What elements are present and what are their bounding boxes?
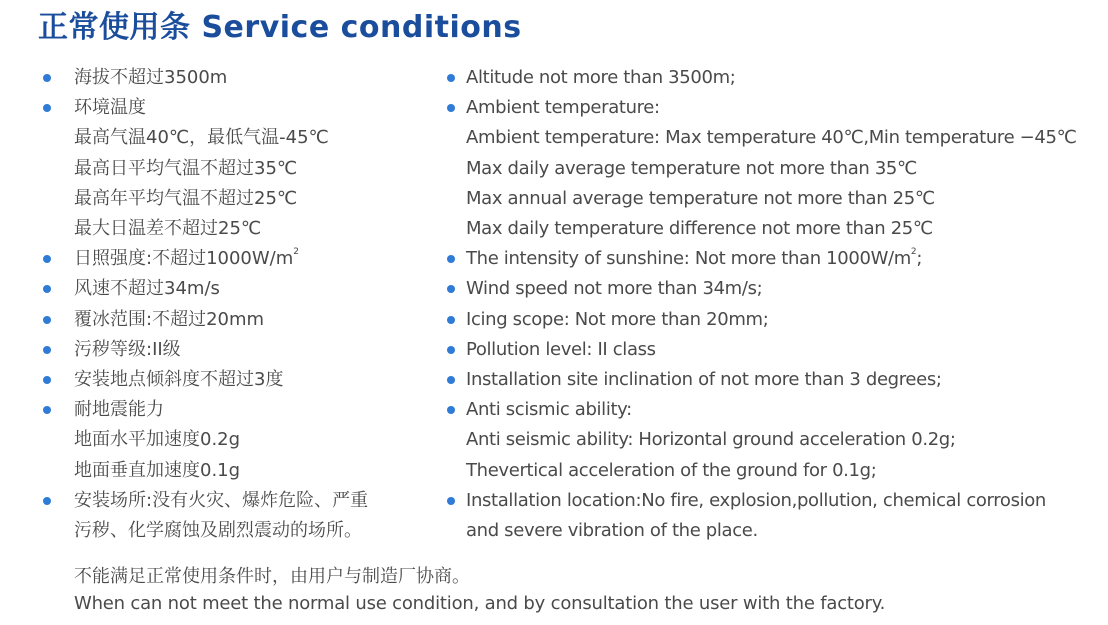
ambient-line-en: Ambient temperature: Max temperature 40℃,Min temperature −45℃ bbox=[466, 127, 1077, 149]
footer-note-en: When can not meet the normal use condition, and by consultation the user with the factory. bbox=[74, 593, 886, 614]
ambient-heading-en: Ambient temperature: bbox=[466, 97, 660, 119]
list-item-altitude-zh bbox=[42, 63, 432, 93]
list-item-seismic-zh bbox=[42, 395, 432, 486]
wind-text-zh: 风速不超过34m/s bbox=[74, 278, 220, 300]
bullet-icon bbox=[43, 406, 51, 414]
bullet-icon bbox=[43, 376, 51, 384]
bullet-icon bbox=[43, 346, 51, 354]
list-item-altitude-en bbox=[446, 63, 1096, 93]
bullet-icon bbox=[447, 316, 455, 324]
list-item-icing-zh bbox=[42, 305, 432, 335]
chinese-conditions-list bbox=[42, 63, 432, 546]
location-line-zh: 污秽、化学腐蚀及剧烈震动的场所。 bbox=[74, 520, 362, 542]
footer-note bbox=[74, 563, 885, 617]
ambient-line-zh: 最高年平均气温不超过25℃ bbox=[74, 187, 298, 209]
inclination-text-en: Installation site inclination of not more than 3 degrees; bbox=[466, 369, 942, 391]
sunshine-superscript-zh: 2 bbox=[293, 247, 300, 258]
ambient-line-zh: 最高气温40℃，最低气温-45℃ bbox=[74, 127, 329, 149]
pollution-text-en: Pollution level: II class bbox=[466, 338, 656, 360]
icing-text-zh: 覆冰范围:不超过20mm bbox=[74, 308, 265, 330]
icing-text-en: Icing scope: Not more than 20mm; bbox=[466, 308, 769, 330]
list-item-pollution-zh bbox=[42, 335, 432, 365]
list-item-pollution-en bbox=[446, 335, 1096, 365]
list-item-inclination-en bbox=[446, 365, 1096, 395]
bullet-icon bbox=[447, 497, 455, 505]
ambient-line-en: Max daily temperature difference not more than 25℃ bbox=[466, 218, 933, 240]
location-line-zh: 安装场所:没有火灾、爆炸危险、严重 bbox=[74, 489, 369, 511]
footer-note-zh: 不能满足正常使用条件时，由用户与制造厂协商。 bbox=[74, 566, 470, 587]
seismic-line-zh: 地面水平加速度0.2g bbox=[74, 429, 241, 451]
bullet-icon bbox=[43, 104, 51, 112]
list-item-sunshine-en bbox=[446, 244, 1096, 274]
ambient-line-zh: 最大日温差不超过25℃ bbox=[74, 218, 262, 240]
sunshine-text-zh: 日照强度:不超过1000W/m bbox=[74, 248, 294, 270]
bullet-icon bbox=[447, 376, 455, 384]
sunshine-text-en: The intensity of sunshine: Not more than 1000W/m bbox=[466, 248, 911, 270]
seismic-line-en: Anti seismic ability: Horizontal ground acceleration 0.2g; bbox=[466, 429, 956, 451]
ambient-line-en: Max annual average temperature not more than 25℃ bbox=[466, 187, 935, 209]
bullet-icon bbox=[43, 285, 51, 293]
bullet-icon bbox=[447, 406, 455, 414]
bullet-icon bbox=[43, 497, 51, 505]
bullet-icon bbox=[43, 74, 51, 82]
list-item-ambient-en bbox=[446, 93, 1096, 244]
list-item-sunshine-zh bbox=[42, 244, 432, 274]
bullet-icon bbox=[43, 255, 51, 263]
sunshine-superscript-en: 2 bbox=[910, 247, 917, 258]
bullet-icon bbox=[447, 285, 455, 293]
pollution-text-zh: 污秽等级:II级 bbox=[74, 338, 181, 360]
bullet-icon bbox=[447, 346, 455, 354]
bullet-icon bbox=[447, 104, 455, 112]
bullet-icon bbox=[447, 74, 455, 82]
ambient-heading-zh: 环境温度 bbox=[74, 97, 146, 119]
location-line-en: and severe vibration of the place. bbox=[466, 520, 758, 542]
inclination-text-zh: 安装地点倾斜度不超过3度 bbox=[74, 369, 284, 391]
altitude-text-en: Altitude not more than 3500m; bbox=[466, 67, 736, 88]
location-line-en: Installation location:No fire, explosion,pollution, chemical corrosion bbox=[466, 489, 1046, 511]
ambient-line-en: Max daily average temperature not more than 35℃ bbox=[466, 157, 917, 179]
bullet-icon bbox=[43, 316, 51, 324]
list-item-inclination-zh bbox=[42, 365, 432, 395]
list-item-seismic-en bbox=[446, 395, 1096, 486]
altitude-text-zh: 海拔不超过3500m bbox=[74, 67, 228, 88]
seismic-heading-en: Anti scismic ability: bbox=[466, 399, 632, 421]
bullet-icon bbox=[447, 255, 455, 263]
seismic-heading-zh: 耐地震能力 bbox=[74, 399, 164, 421]
list-item-ambient-zh bbox=[42, 93, 432, 244]
list-item-location-zh bbox=[42, 486, 432, 546]
seismic-line-zh: 地面垂直加速度0.1g bbox=[74, 459, 241, 481]
ambient-line-zh: 最高日平均气温不超过35℃ bbox=[74, 157, 298, 179]
list-item-wind-zh bbox=[42, 274, 432, 304]
page-title: 正常使用条 Service conditions bbox=[38, 10, 522, 45]
list-item-location-en bbox=[446, 486, 1096, 546]
seismic-line-en: Thevertical acceleration of the ground for 0.1g; bbox=[466, 459, 877, 481]
english-conditions-list bbox=[446, 63, 1096, 546]
list-item-icing-en bbox=[446, 305, 1096, 335]
wind-text-en: Wind speed not more than 34m/s; bbox=[466, 278, 763, 300]
sunshine-end-en: ; bbox=[916, 248, 923, 270]
list-item-wind-en bbox=[446, 274, 1096, 304]
